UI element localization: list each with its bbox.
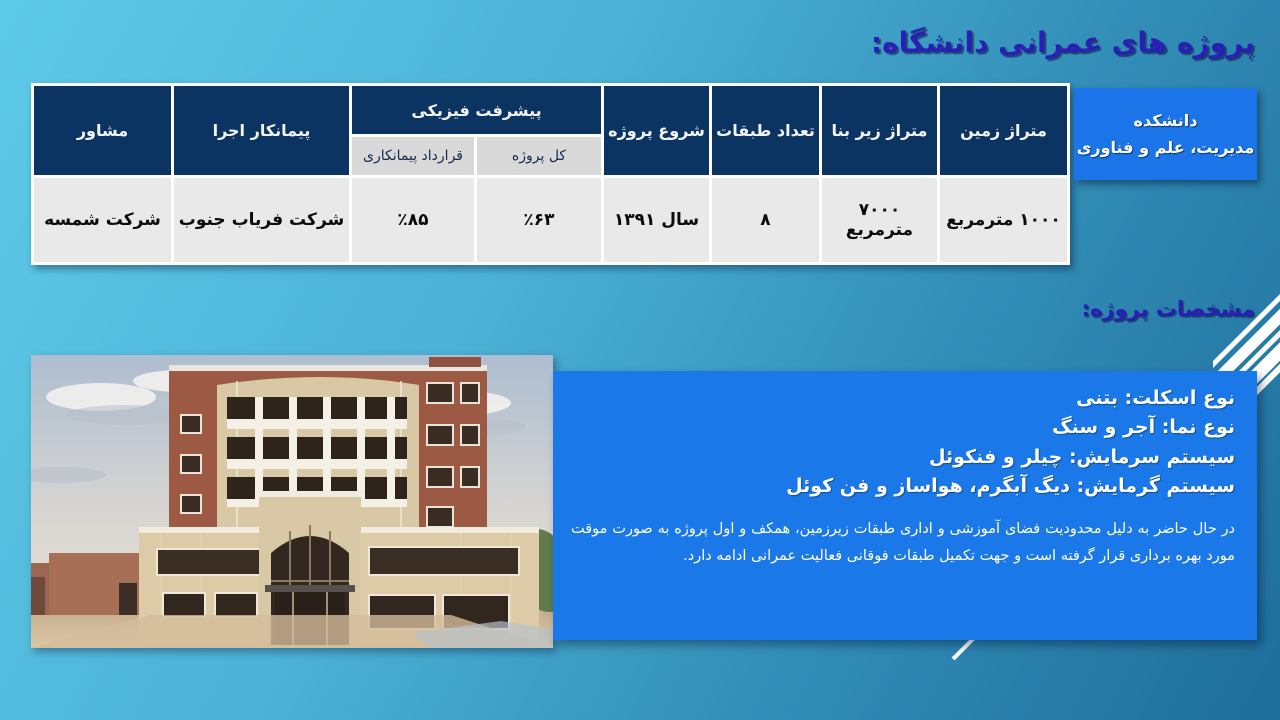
building-illustration [31,355,553,648]
cell-start: سال ۱۳۹۱ [604,178,709,262]
cell-built-area: ۷۰۰۰ مترمربع [822,178,937,262]
cell-consultant: شرکت شمسه [34,178,171,262]
spec-cooling-system: سیستم سرمایش: چیلر و فنکوئل [929,445,1235,468]
project-table [31,83,1070,265]
projects-table-block [31,83,1257,265]
spec-status-paragraph: در حال حاضر به دلیل محدودیت فضای آموزشی و اداری طبقات زیرزمین، همکف و اول پروژه به صورت موقت مورد بهره برداری قرار گرفته است و جهت تکمیل طبقات فوقانی فعالیت عمرانی ادامه دارد. [571,520,1235,564]
building-rendering-image [31,355,553,648]
col-header-start: شروع پروژه [604,86,709,175]
col-header-physical-progress: پیشرفت فیزیکی [352,86,601,134]
cell-progress-contract: ٪۸۵ [352,178,474,262]
cell-land-area: ۱۰۰۰ مترمربع [940,178,1067,262]
col-header-contractor: پیمانکار اجرا [174,86,349,175]
faculty-name-line2: مدیریت، علم و فناوری [1076,138,1255,157]
spec-heating-system: سیستم گرمایش: دیگ آبگرم، هواساز و فن کوئل [786,475,1235,498]
specs-box [553,371,1257,640]
table-row [34,178,1067,262]
cell-contractor: شرکت فریاب جنوب [174,178,349,262]
cell-progress-total: ٪۶۳ [477,178,601,262]
spec-skeleton-type: نوع اسکلت: بتنی [1076,387,1235,409]
faculty-name-line1: دانشکده [1133,110,1198,130]
col-subheader-progress-contract: قرارداد پیمانکاری [352,137,474,175]
col-header-built-area: متراژ زیر بنا [822,86,937,175]
col-subheader-progress-total: کل پروژه [477,137,601,175]
page-title: پروژه های عمرانی دانشگاه: [870,26,1255,59]
col-header-land-area: متراژ زمین [940,86,1067,175]
faculty-name-box [1074,88,1257,180]
specs-heading: مشخصات پروژه: [1081,297,1255,321]
col-header-consultant: مشاور [34,86,171,175]
spec-facade-type: نوع نما: آجر و سنگ [1052,416,1235,439]
cell-floors: ۸ [712,178,819,262]
col-header-floors: تعداد طبقات [712,86,819,175]
